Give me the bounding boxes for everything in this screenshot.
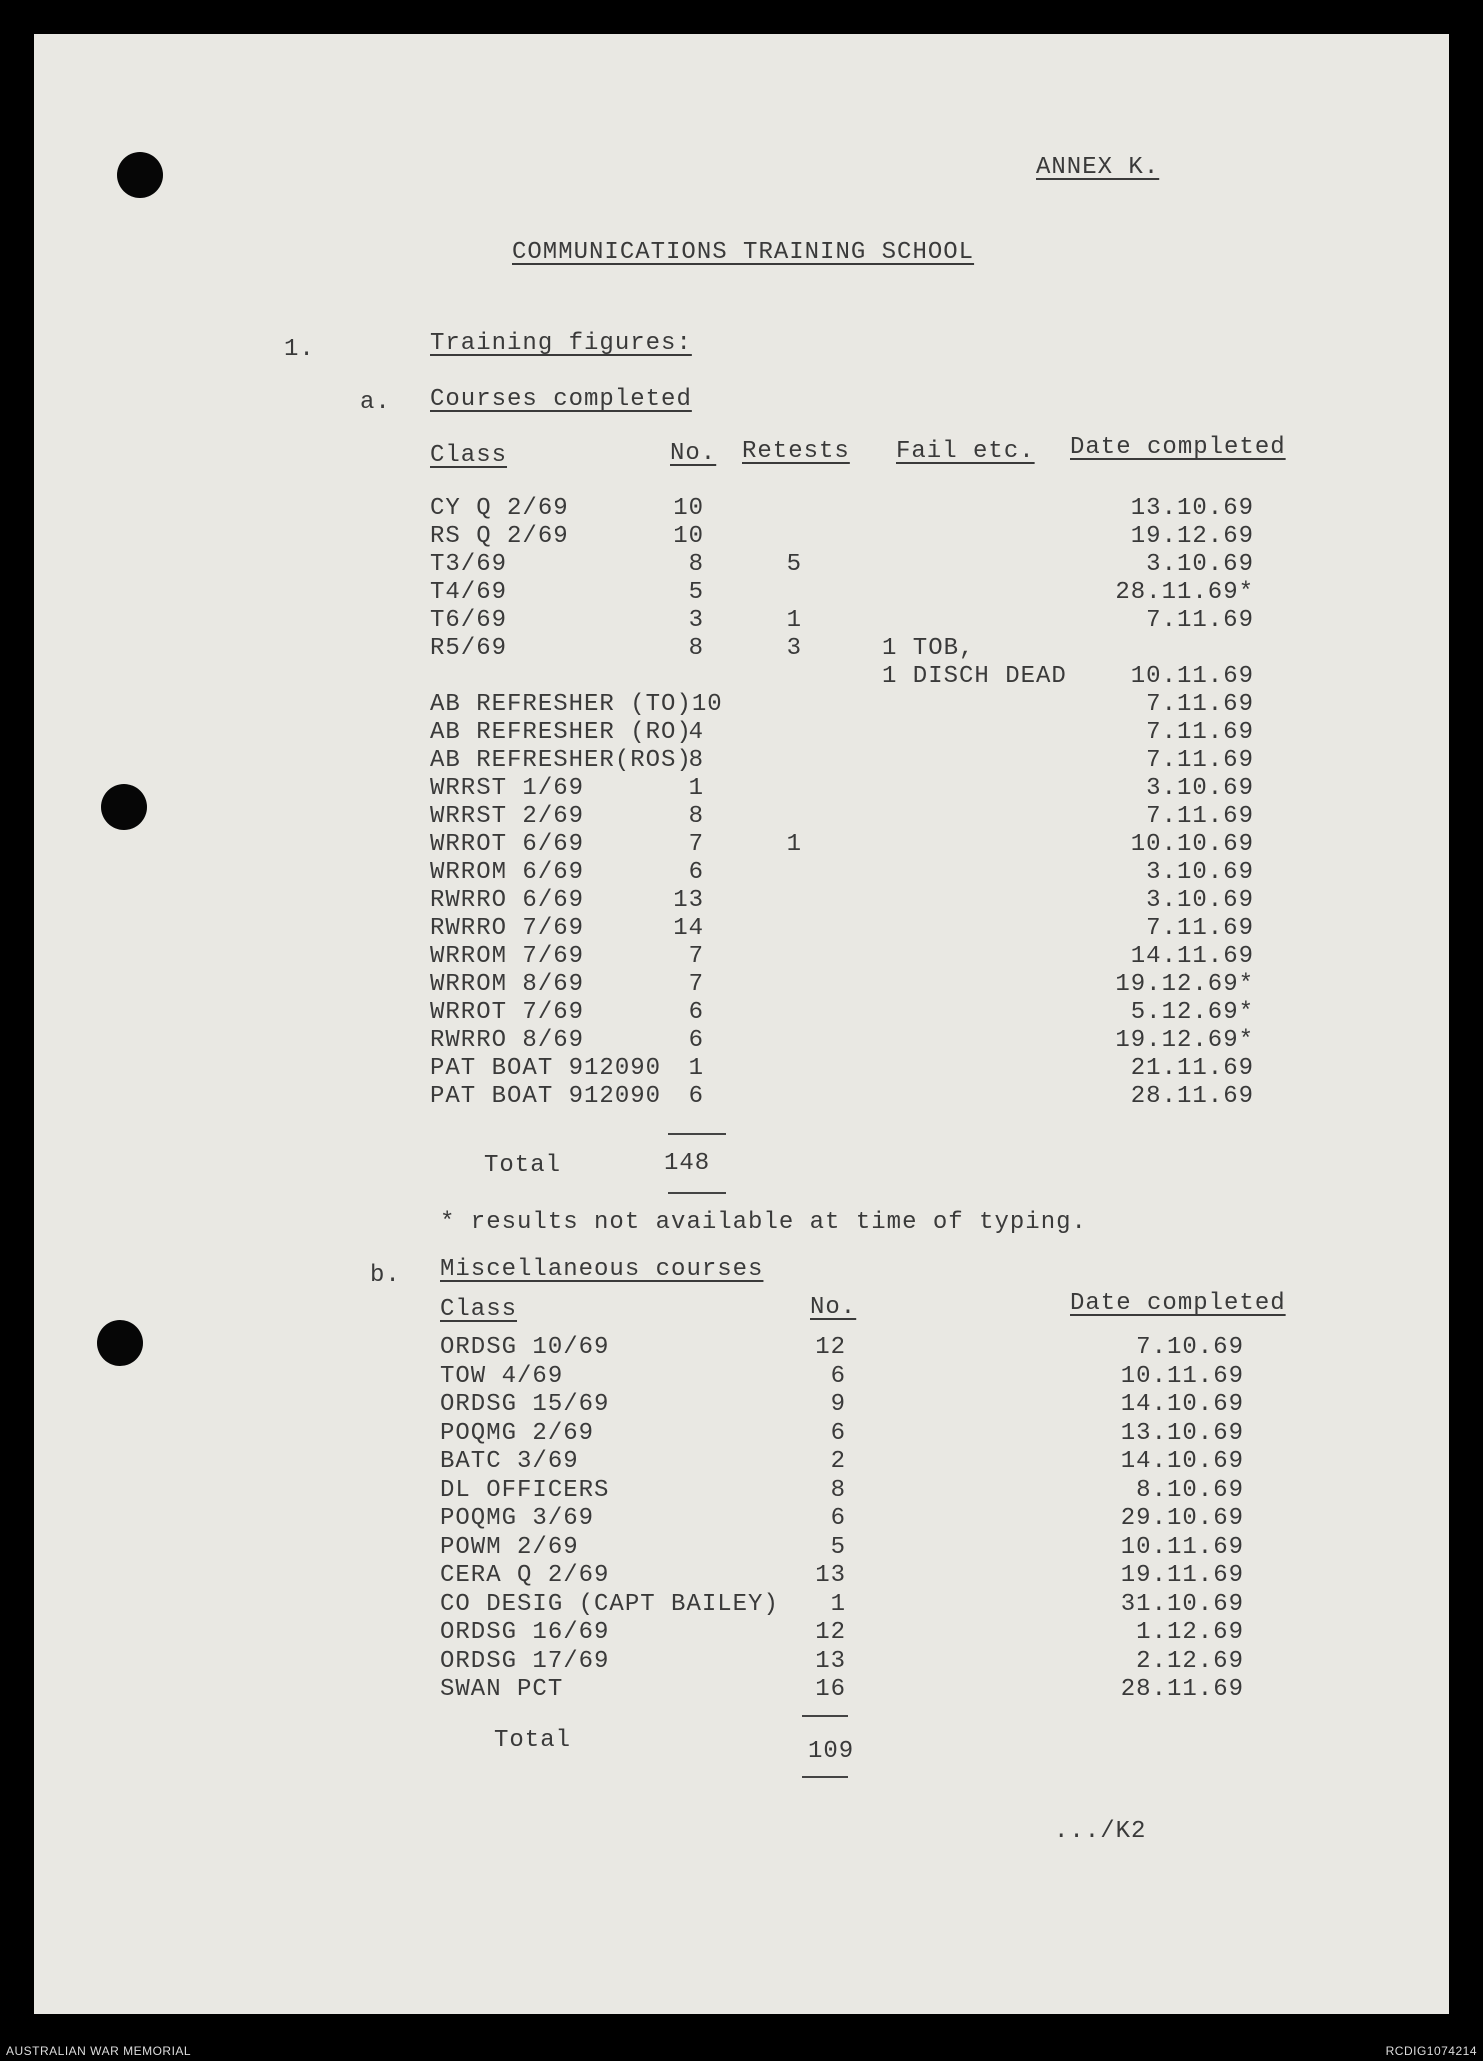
cell-date: 10.11.69 bbox=[1130, 663, 1254, 690]
cell-no: 6 bbox=[830, 1362, 846, 1390]
cell-class: WRRST 1/69 bbox=[430, 775, 585, 802]
cell-date: 28.11.69 bbox=[1120, 1676, 1244, 1703]
cell-date: 7.11.69 bbox=[1146, 719, 1254, 746]
subsection-letter: b. bbox=[370, 1262, 401, 1289]
archive-footer-right: RCDIG1074214 bbox=[1385, 2044, 1477, 2058]
cell-class: WRROT 6/69 bbox=[430, 831, 585, 858]
cell-date: 1.12.69 bbox=[1136, 1619, 1244, 1646]
cell-no: 4 bbox=[688, 719, 704, 746]
col-header-retests: Retests bbox=[742, 438, 850, 465]
cell-date: 28.11.69 bbox=[1130, 1083, 1254, 1110]
cell-class: DL OFFICERS bbox=[440, 1476, 610, 1504]
cell-class: CO DESIG (CAPT BAILEY) bbox=[440, 1590, 779, 1618]
cell-class: POQMG 2/69 bbox=[440, 1419, 595, 1447]
cell-no: 1 bbox=[688, 1055, 704, 1082]
continuation-marker: .../K2 bbox=[1054, 1818, 1147, 1845]
cell-date: 7.11.69 bbox=[1146, 607, 1254, 634]
cell-class: T3/69 bbox=[430, 551, 508, 578]
total-rule-bottom bbox=[668, 1192, 726, 1194]
cell-no: 8 bbox=[688, 803, 704, 830]
cell-no: 6 bbox=[830, 1419, 846, 1447]
cell-no: 6 bbox=[830, 1505, 846, 1532]
cell-no: 5 bbox=[830, 1533, 846, 1561]
cell-no: 6 bbox=[688, 999, 704, 1026]
cell-no: 8 bbox=[688, 551, 704, 578]
total-rule-bottom bbox=[802, 1776, 848, 1778]
cell-date: 21.11.69 bbox=[1130, 1055, 1254, 1082]
cell-no: 8 bbox=[688, 635, 704, 662]
col-header-no: No. bbox=[810, 1294, 857, 1321]
cell-date: 31.10.69 bbox=[1120, 1590, 1244, 1618]
section-number: 1. bbox=[284, 336, 315, 363]
cell-no: 8 bbox=[830, 1476, 846, 1504]
cell-class: CY Q 2/69 bbox=[430, 495, 569, 522]
cell-no: 6 bbox=[688, 859, 704, 886]
cell-date: 14.10.69 bbox=[1120, 1448, 1244, 1475]
cell-date: 10.11.69 bbox=[1120, 1362, 1244, 1390]
cell-class: T6/69 bbox=[430, 607, 508, 634]
cell-no: 9 bbox=[830, 1391, 846, 1418]
cell-class: PAT BOAT 912090 bbox=[430, 1055, 662, 1082]
cell-no: 16 bbox=[815, 1676, 846, 1703]
section-heading: Training figures: bbox=[430, 330, 692, 357]
cell-date: 3.10.69 bbox=[1146, 775, 1254, 802]
cell-date: 19.12.69* bbox=[1115, 971, 1254, 998]
cell-class: RS Q 2/69 bbox=[430, 523, 569, 550]
cell-date: 14.11.69 bbox=[1130, 943, 1254, 970]
col-header-date: Date completed bbox=[1070, 434, 1286, 461]
cell-class: R5/69 bbox=[430, 635, 508, 662]
cell-no: 7 bbox=[688, 943, 704, 970]
cell-class: RWRRO 7/69 bbox=[430, 915, 585, 942]
cell-date: 7.11.69 bbox=[1146, 803, 1254, 830]
total-rule-top bbox=[802, 1715, 848, 1717]
document-page bbox=[34, 34, 1449, 2014]
cell-class: POWM 2/69 bbox=[440, 1533, 579, 1561]
cell-date: 7.11.69 bbox=[1146, 915, 1254, 942]
cell-class: BATC 3/69 bbox=[440, 1448, 579, 1475]
cell-class: RWRRO 8/69 bbox=[430, 1027, 585, 1054]
subsection-heading: Miscellaneous courses bbox=[440, 1256, 764, 1283]
total-label: Total bbox=[494, 1727, 572, 1754]
total-label: Total bbox=[484, 1152, 562, 1179]
cell-date: 2.12.69 bbox=[1136, 1647, 1244, 1675]
cell-no: 5 bbox=[688, 579, 704, 606]
cell-date: 10.10.69 bbox=[1130, 831, 1254, 858]
annex-label: ANNEX K. bbox=[1036, 154, 1160, 181]
cell-no: 8 bbox=[688, 747, 704, 774]
punch-hole bbox=[101, 784, 147, 830]
cell-no: 13 bbox=[673, 887, 704, 914]
cell-class: ORDSG 15/69 bbox=[440, 1391, 610, 1418]
cell-class: TOW 4/69 bbox=[440, 1362, 564, 1390]
cell-date: 13.10.69 bbox=[1130, 495, 1254, 522]
cell-date: 19.11.69 bbox=[1120, 1562, 1244, 1589]
col-header-class: Class bbox=[430, 442, 508, 469]
cell-date: 28.11.69* bbox=[1115, 579, 1254, 606]
cell-retests: 3 bbox=[786, 635, 802, 662]
cell-no: 7 bbox=[688, 971, 704, 998]
cell-no: 12 bbox=[815, 1619, 846, 1646]
cell-no: 10 bbox=[673, 495, 704, 522]
cell-no: 10 bbox=[673, 523, 704, 550]
col-header-class: Class bbox=[440, 1296, 518, 1323]
subsection-letter: a. bbox=[360, 389, 391, 416]
cell-date: 7.10.69 bbox=[1136, 1334, 1244, 1361]
cell-no: 13 bbox=[815, 1647, 846, 1675]
punch-hole bbox=[97, 1320, 143, 1366]
cell-class: WRROM 6/69 bbox=[430, 859, 585, 886]
cell-class: ORDSG 10/69 bbox=[440, 1334, 610, 1361]
subsection-heading: Courses completed bbox=[430, 386, 692, 413]
cell-class: AB REFRESHER (RO) bbox=[430, 719, 692, 746]
col-header-date: Date completed bbox=[1070, 1290, 1286, 1317]
cell-class: CERA Q 2/69 bbox=[440, 1562, 610, 1589]
cell-date: 5.12.69* bbox=[1130, 999, 1254, 1026]
cell-date: 14.10.69 bbox=[1120, 1391, 1244, 1418]
cell-date: 19.12.69 bbox=[1130, 523, 1254, 550]
cell-class: WRROM 8/69 bbox=[430, 971, 585, 998]
footnote: * results not available at time of typing. bbox=[440, 1209, 1087, 1236]
cell-date: 29.10.69 bbox=[1120, 1505, 1244, 1532]
cell-class: ORDSG 17/69 bbox=[440, 1647, 610, 1675]
archive-footer-left: AUSTRALIAN WAR MEMORIAL bbox=[6, 2044, 192, 2058]
cell-date: 13.10.69 bbox=[1120, 1419, 1244, 1447]
cell-class: T4/69 bbox=[430, 579, 508, 606]
cell-fail: 1 DISCH DEAD bbox=[882, 663, 1067, 690]
cell-retests: 1 bbox=[786, 607, 802, 634]
punch-hole bbox=[117, 152, 163, 198]
cell-class: PAT BOAT 912090 bbox=[430, 1083, 662, 1110]
cell-date: 8.10.69 bbox=[1136, 1476, 1244, 1504]
cell-no: 2 bbox=[830, 1448, 846, 1475]
cell-no: 12 bbox=[815, 1334, 846, 1361]
cell-no: 7 bbox=[688, 831, 704, 858]
cell-class: POQMG 3/69 bbox=[440, 1505, 595, 1532]
cell-no: 1 bbox=[830, 1590, 846, 1618]
cell-class: ORDSG 16/69 bbox=[440, 1619, 610, 1646]
cell-date: 7.11.69 bbox=[1146, 747, 1254, 774]
cell-retests: 5 bbox=[786, 551, 802, 578]
cell-class: SWAN PCT bbox=[440, 1676, 564, 1703]
cell-class: AB REFRESHER(ROS) bbox=[430, 747, 692, 774]
total-value: 148 bbox=[664, 1150, 711, 1177]
cell-class: RWRRO 6/69 bbox=[430, 887, 585, 914]
cell-fail: 1 TOB, bbox=[882, 635, 975, 662]
cell-no: 13 bbox=[815, 1562, 846, 1589]
cell-no: 6 bbox=[688, 1083, 704, 1110]
cell-no: 3 bbox=[688, 607, 704, 634]
cell-class: AB REFRESHER (TO)10 bbox=[430, 691, 723, 718]
col-header-fail: Fail etc. bbox=[896, 438, 1035, 465]
cell-no: 14 bbox=[673, 915, 704, 942]
cell-no: 6 bbox=[688, 1027, 704, 1054]
total-value: 109 bbox=[808, 1738, 855, 1765]
cell-date: 3.10.69 bbox=[1146, 551, 1254, 578]
cell-retests: 1 bbox=[786, 831, 802, 858]
cell-class: WRRST 2/69 bbox=[430, 803, 585, 830]
cell-class: WRROT 7/69 bbox=[430, 999, 585, 1026]
cell-date: 3.10.69 bbox=[1146, 859, 1254, 886]
cell-date: 7.11.69 bbox=[1146, 691, 1254, 718]
cell-date: 19.12.69* bbox=[1115, 1027, 1254, 1054]
page-title: COMMUNICATIONS TRAINING SCHOOL bbox=[512, 239, 975, 266]
col-header-no: No. bbox=[670, 440, 717, 467]
cell-date: 3.10.69 bbox=[1146, 887, 1254, 914]
cell-date: 10.11.69 bbox=[1120, 1533, 1244, 1561]
total-rule-top bbox=[668, 1133, 726, 1135]
cell-class: WRROM 7/69 bbox=[430, 943, 585, 970]
cell-no: 1 bbox=[688, 775, 704, 802]
